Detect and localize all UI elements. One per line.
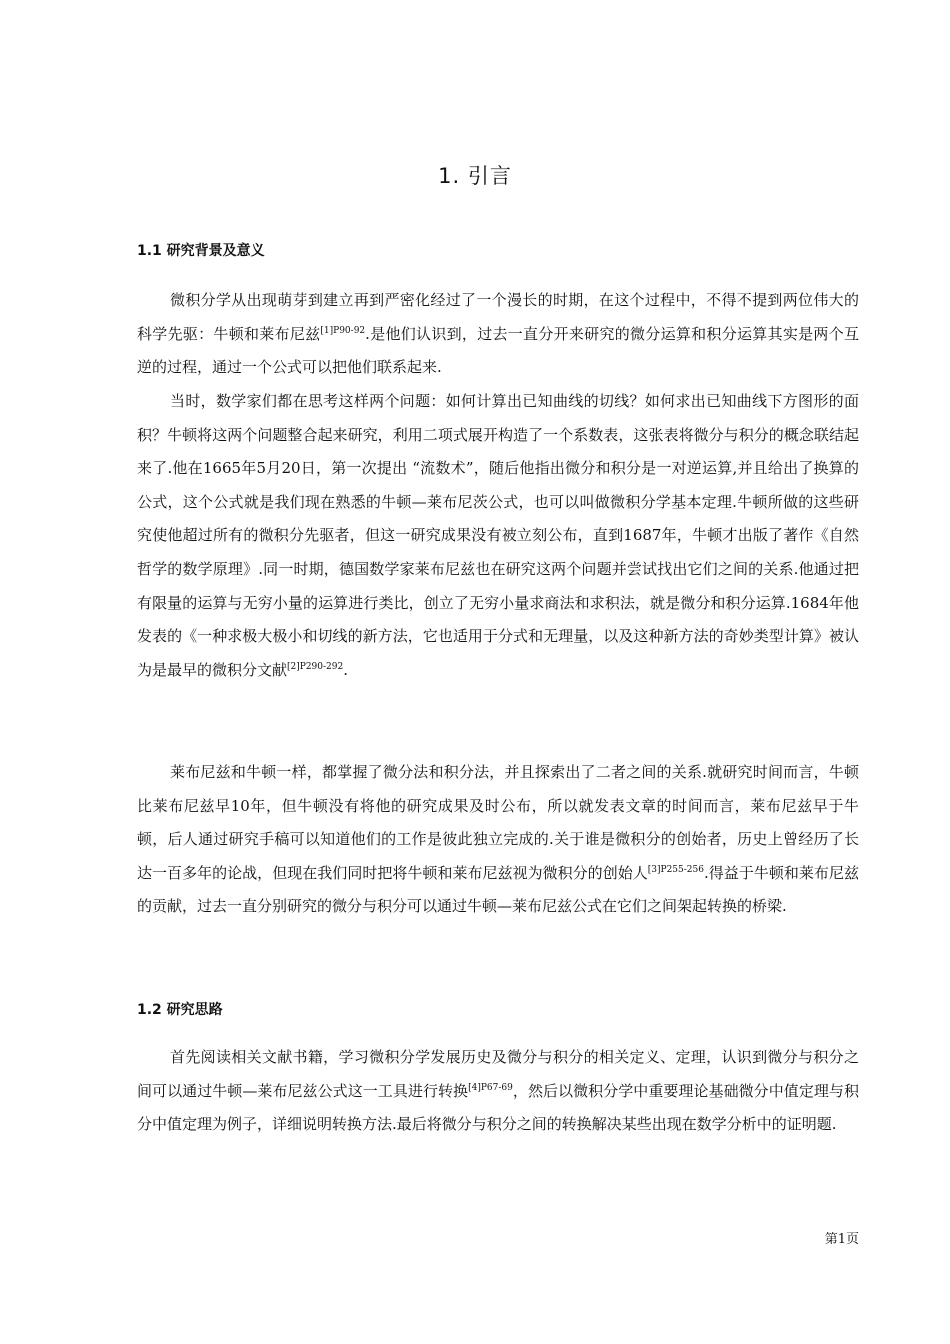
paragraph-text: . [343,660,348,679]
paragraph-text: 当时，数学家们都在思考这样两个问题：如何计算出已知曲线的切线？如何求出已知曲线下方图形的面积？牛顿将这两个问题整合起来研究，利用二项式展开构造了一个系数表，这张表将微分与积分的概念联结起来了.他在1665年5月20日，第一次提出 “流数术”，随后他指出微分和积分是一对逆运算,并且给出了换算的公式，这个公式就是我们现在熟悉的牛顿—莱布尼茨公式，也可以叫做微积分学基本定理.牛顿所做的这些研究使他超过所有的微积分先驱者，但这一研究成果没有被立刻公布，直到1687年，牛顿才出版了著作《自然哲学的数学原理》.同一时期，德国数学家莱布尼兹也在研究这两个问题并尝试找出它们之间的关系.他通过把有限量的运算与无穷小量的运算进行类比，创立了无穷小量求商法和求积法，就是微分和积分运算.1684年他发表的《一种求极大极小和切线的新方法，它也适用于分式和无理量，以及这种新方法的奇妙类型计算》被认为是最早的微积分文献 [137,392,859,679]
citation-reference: [1]P90-92 [320,325,366,336]
section-heading-1-1: 1.1 研究背景及意义 [137,243,265,259]
paragraph [137,385,859,687]
page-number: 第1页 [824,1232,859,1247]
citation-reference: [4]P67-69 [468,1082,513,1093]
chapter-title: 1. 引言 [438,164,512,188]
citation-reference: [2]P290-292 [287,661,344,672]
paragraph-text: 首先阅读相关文献书籍，学习微积分学发展历史及微分与积分的相关定义、定理，认识到微分与积分之间可以通过牛顿—莱布尼兹公式这一工具进行转换 [137,1048,859,1100]
paragraph [137,284,859,385]
paragraph-text: ，然后以微积分学中重要理论基础微分中值定理与积分中值定理为例子，详细说明转换方法.最后将微分与积分之间的转换解决某些出现在数学分析中的证明题. [137,1081,859,1134]
citation-reference: [3]P255-256 [647,864,704,875]
paragraph-text: 微积分学从出现萌芽到建立再到严密化经过了一个漫长的时期，在这个过程中，不得不提到两位伟大的科学先驱：牛顿和莱布尼兹 [137,291,859,343]
section-heading-1-2: 1.2 研究思路 [137,1002,223,1018]
paragraph-text: .得益于牛顿和莱布尼兹的贡献，过去一直分别研究的微分与积分可以通过牛顿—莱布尼兹公式在它们之间架起转换的桥梁. [137,863,859,916]
paragraph [137,756,859,924]
paragraph [137,1041,859,1142]
paragraph-text: .是他们认识到，过去一直分开来研究的微分运算和积分运算其实是两个互逆的过程，通过一个公式可以把他们联系起来. [137,324,859,377]
paragraph-text: 莱布尼兹和牛顿一样，都掌握了微分法和积分法，并且探索出了二者之间的关系.就研究时间而言，牛顿比莱布尼兹早10年，但牛顿没有将他的研究成果及时公布，所以就发表文章的时间而言，莱布尼兹早于牛顿，后人通过研究手稿可以知道他们的工作是彼此独立完成的.关于谁是微积分的创始者，历史上曾经历了长达一百多年的论战，但现在我们同时把将牛顿和莱布尼兹视为微积分的创始人 [137,763,859,882]
